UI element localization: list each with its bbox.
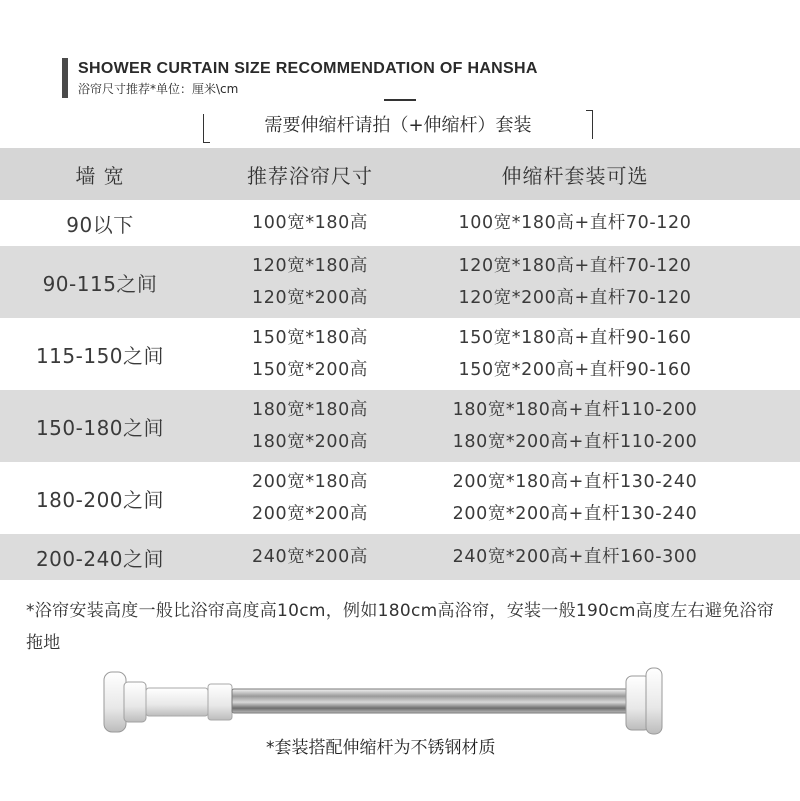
page-title: SHOWER CURTAIN SIZE RECOMMENDATION OF HANSHA xyxy=(78,60,538,77)
wall-width-cell xyxy=(0,390,200,462)
rod-kit-value: 120宽*200高+直杆70-120 xyxy=(458,288,692,308)
rod-kit-value: 200宽*200高+直杆130-240 xyxy=(452,504,698,524)
table-row xyxy=(0,534,800,580)
table-header-row xyxy=(0,148,800,200)
rod-kit-value: 150宽*200高+直杆90-160 xyxy=(458,360,692,380)
wall-width-value: 90-115之间 xyxy=(42,271,158,296)
rod-kit-cell xyxy=(410,200,740,246)
rod-kit-cell xyxy=(410,390,740,462)
rod-kit-value: 200宽*180高+直杆130-240 xyxy=(452,472,698,492)
curtain-size-value: 240宽*200高 xyxy=(252,547,368,567)
wall-width-value: 90以下 xyxy=(66,212,134,237)
bracket-left xyxy=(203,114,210,143)
table-row xyxy=(0,390,800,462)
tension-rod-icon xyxy=(96,658,676,738)
curtain-size-value: 200宽*180高 xyxy=(252,472,368,492)
curtain-size-value: 200宽*200高 xyxy=(252,504,368,524)
table-row xyxy=(0,318,800,390)
curtain-size-value: 120宽*180高 xyxy=(252,256,368,276)
rod-kit-value: 240宽*200高+直杆160-300 xyxy=(452,547,698,567)
rod-kit-cell xyxy=(410,318,740,390)
curtain-size-cell xyxy=(210,200,410,246)
wall-width-value: 115-150之间 xyxy=(35,343,165,368)
curtain-size-cell xyxy=(210,390,410,462)
bracket-right xyxy=(586,110,593,139)
rod-kit-cell xyxy=(410,462,740,534)
header-rod-kit: 伸缩杆套装可选 xyxy=(501,163,649,188)
kit-notice-text: 需要伸缩杆请拍（+伸缩杆）套装 xyxy=(264,115,532,136)
curtain-size-value: 180宽*200高 xyxy=(252,432,368,452)
wall-width-value: 180-200之间 xyxy=(35,487,165,512)
wall-width-value: 200-240之间 xyxy=(35,546,165,571)
table-row xyxy=(0,200,800,246)
title-accent-bar xyxy=(62,58,68,98)
curtain-size-value: 100宽*180高 xyxy=(252,213,368,233)
curtain-size-cell xyxy=(210,462,410,534)
table-row xyxy=(0,246,800,318)
header-curtain-size: 推荐浴帘尺寸 xyxy=(247,163,373,188)
curtain-size-cell xyxy=(210,534,410,580)
size-table xyxy=(0,148,800,580)
rod-kit-cell xyxy=(410,534,740,580)
table-row xyxy=(0,462,800,534)
rod-kit-cell xyxy=(410,246,740,318)
wall-width-cell xyxy=(0,462,200,534)
curtain-size-cell xyxy=(210,246,410,318)
rod-kit-value: 180宽*180高+直杆110-200 xyxy=(452,400,698,420)
rod-kit-value: 150宽*180高+直杆90-160 xyxy=(458,328,692,348)
rod-kit-value: 120宽*180高+直杆70-120 xyxy=(458,256,692,276)
kit-notice xyxy=(203,110,593,142)
curtain-size-cell xyxy=(210,318,410,390)
rod-kit-value: 180宽*200高+直杆110-200 xyxy=(452,432,698,452)
wall-width-cell xyxy=(0,200,200,246)
curtain-size-value: 150宽*180高 xyxy=(252,328,368,348)
install-footnote: *浴帘安装高度一般比浴帘高度高10cm，例如180cm高浴帘，安装一般190cm高度左右避免浴帘拖地 xyxy=(26,601,775,653)
curtain-size-value: 180宽*180高 xyxy=(252,400,368,420)
divider xyxy=(384,99,416,101)
tension-rod-image xyxy=(96,658,676,738)
rod-kit-value: 100宽*180高+直杆70-120 xyxy=(458,213,692,233)
wall-width-cell xyxy=(0,246,200,318)
header-wall-width: 墙 宽 xyxy=(75,163,125,188)
wall-width-value: 150-180之间 xyxy=(35,415,165,440)
curtain-size-value: 120宽*200高 xyxy=(252,288,368,308)
page-subtitle: 浴帘尺寸推荐*单位：厘米\cm xyxy=(78,82,239,96)
wall-width-cell xyxy=(0,534,200,580)
rod-material-caption: *套装搭配伸缩杆为不锈钢材质 xyxy=(266,738,496,758)
curtain-size-value: 150宽*200高 xyxy=(252,360,368,380)
wall-width-cell xyxy=(0,318,200,390)
